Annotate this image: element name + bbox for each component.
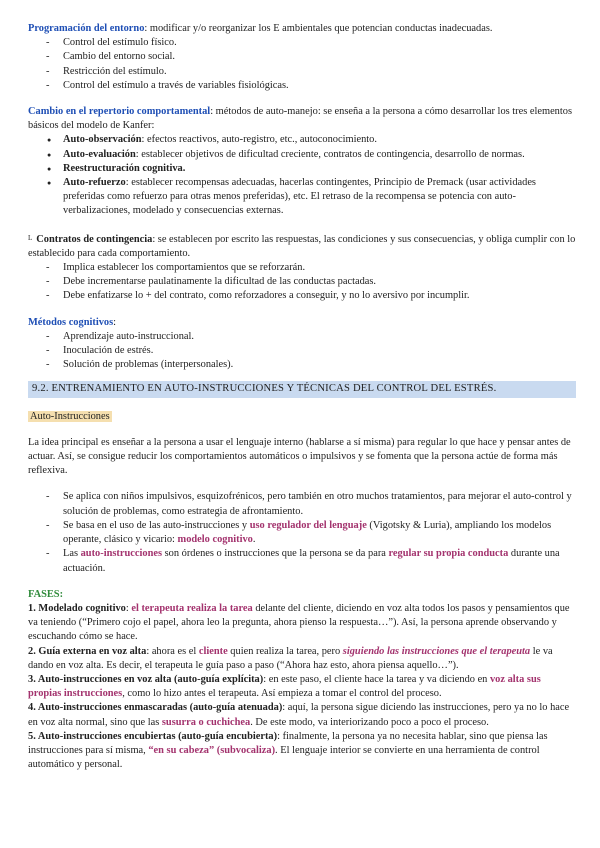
- list-item: - Aprendizaje auto-instruccional.: [28, 330, 576, 344]
- list-item: - Debe incrementarse paulatinamente la dificultad de las conductas pactadas.: [28, 275, 576, 289]
- section-cognitivos: Métodos cognitivos:: [28, 316, 117, 328]
- fase-2: 2. Guía externa en voz alta: ahora es el cliente quien realiza la tarea, pero siguiendo las instrucciones que el terapeuta le va dando en voz alta. Es decir, el terapeuta le guía paso a paso (“Ahora haz esto, ahora piensa aquello…”).: [28, 645, 553, 671]
- list-item: - Debe enfatizarse lo + del contrato, como reforzadores a conseguir, y no lo aversivo por incumplir.: [28, 289, 576, 303]
- list-item: - Solución de problemas (interpersonales).: [28, 358, 576, 372]
- section-title: Programación del entorno: [28, 23, 145, 34]
- fase-1: 1. Modelado cognitivo: el terapeuta realiza la tarea delante del cliente, diciendo en voz alta todos los pasos y pensamientos que va teniendo (“Primero cojo el papel, ahora leo la pregunta, ahora pienso la respuesta…”). Así, la persona aprende observando y escuchando cómo se hace.: [28, 602, 570, 643]
- fase-5: 5. Auto-instrucciones encubiertas (auto-guía encubierta): finalmente, la persona ya no necesita hablar, sino que piensa las instrucciones para sí misma, “en su cabeza” (subvocaliza). El lenguaje interior se convierte en una herramienta de control automático y personal.: [28, 730, 548, 771]
- contratos-list: [28, 261, 576, 304]
- list-item: - Restricción del estímulo.: [28, 65, 576, 79]
- list-item: - Las auto-instrucciones son órdenes o instrucciones que la persona se da para regular su propia conducta durante una actuación.: [28, 547, 576, 575]
- list-item: ● Auto-evaluación: establecer objetivos de dificultad creciente, contratos de contingencia, desarrollo de normas.: [28, 148, 576, 162]
- chapter-heading: 9.2. ENTRENAMIENTO EN AUTO-INSTRUCCIONES Y TÉCNICAS DEL CONTROL DEL ESTRÉS.: [28, 381, 576, 397]
- subheading: Auto-Instrucciones: [30, 410, 110, 422]
- section-title: Cambio en el repertorio comportamental: [28, 106, 211, 118]
- auto-instrucciones-list: [28, 490, 576, 575]
- list-item: ● Reestructuración cognitiva.: [28, 162, 576, 176]
- section-entorno: Programación del entorno: modificar y/o reorganizar los E ambientales que potencian conductas inadecuadas.: [28, 23, 493, 34]
- cognitivos-list: [28, 330, 576, 373]
- section-title: Contratos de contingencia: [36, 233, 153, 245]
- fases-title: FASES:: [28, 588, 64, 600]
- list-item: - Se basa en el uso de las auto-instrucciones y uso regulador del lenguaje (Vigotsky & Luria), ampliando los modelos operante, clásico y vicario: modelo cognitivo.: [28, 519, 576, 547]
- list-item: - Control del estímulo a través de variables fisiológicas.: [28, 79, 576, 93]
- list-item: - Control del estímulo físico.: [28, 36, 576, 50]
- section-repertorio: Cambio en el repertorio comportamental: métodos de auto-manejo: se enseña a la persona a cómo desarrollar los tres elementos básicos del modelo de Kanfer:: [28, 106, 573, 132]
- list-item: - Cambio del entorno social.: [28, 50, 576, 64]
- entorno-list: [28, 36, 576, 93]
- fase-3: 3. Auto-instrucciones en voz alta (auto-guía explícita): en este paso, el cliente hace la tarea y va diciendo en voz alta sus propias instrucciones, como lo hizo antes el terapeuta. Así empieza a tomar el control del proceso.: [28, 673, 541, 700]
- intro-paragraph: La idea principal es enseñar a la persona a usar el lenguaje interno (hablarse a sí misma) para regular lo que hace y pensar antes de actuar. Así, se consigue reducir los comportamientos automáticos o impulsivos y se fomenta que la persona actúe de forma más reflexiva.: [28, 436, 571, 477]
- document-page: [28, 22, 576, 772]
- section-contratos: L Contratos de contingencia: se establecen por escrito las respuestas, las condiciones y sus consecuencias, y obliga cumplir con lo establecido para cada comportamiento.: [28, 233, 576, 259]
- list-item: - Inoculación de estrés.: [28, 344, 576, 358]
- list-item: - Implica establecer los comportamientos que se reforzarán.: [28, 261, 576, 275]
- list-item: - Se aplica con niños impulsivos, esquizofrénicos, pero también en otro muchos tratamientos, para mejorar el auto-control y solución de problemas, como estrategia de afrontamiento.: [28, 490, 576, 518]
- list-item: ● Auto-observación: efectos reactivos, auto-registro, etc., autoconocimiento.: [28, 133, 576, 147]
- fase-4: 4. Auto-instrucciones enmascaradas (auto-guía atenuada): aquí, la persona sigue diciendo las instrucciones, pero ya no lo hace en voz alta normal, sino que las susurra o cuchichea. De este modo, va interiorizando poco a poco el proceso.: [28, 702, 570, 728]
- kanfer-list: [28, 133, 576, 218]
- list-item: ● Auto-refuerzo: establecer recompensas adecuadas, hacerlas contingentes, Principio de Premack (usar actividades preferidas como refuerzo para otras menos preferidas), etc. El retraso de la recompensa se potencia con auto-verbalizaciones, modelado y consecuencias externas.: [28, 176, 576, 219]
- section-title: Métodos cognitivos: [28, 316, 114, 328]
